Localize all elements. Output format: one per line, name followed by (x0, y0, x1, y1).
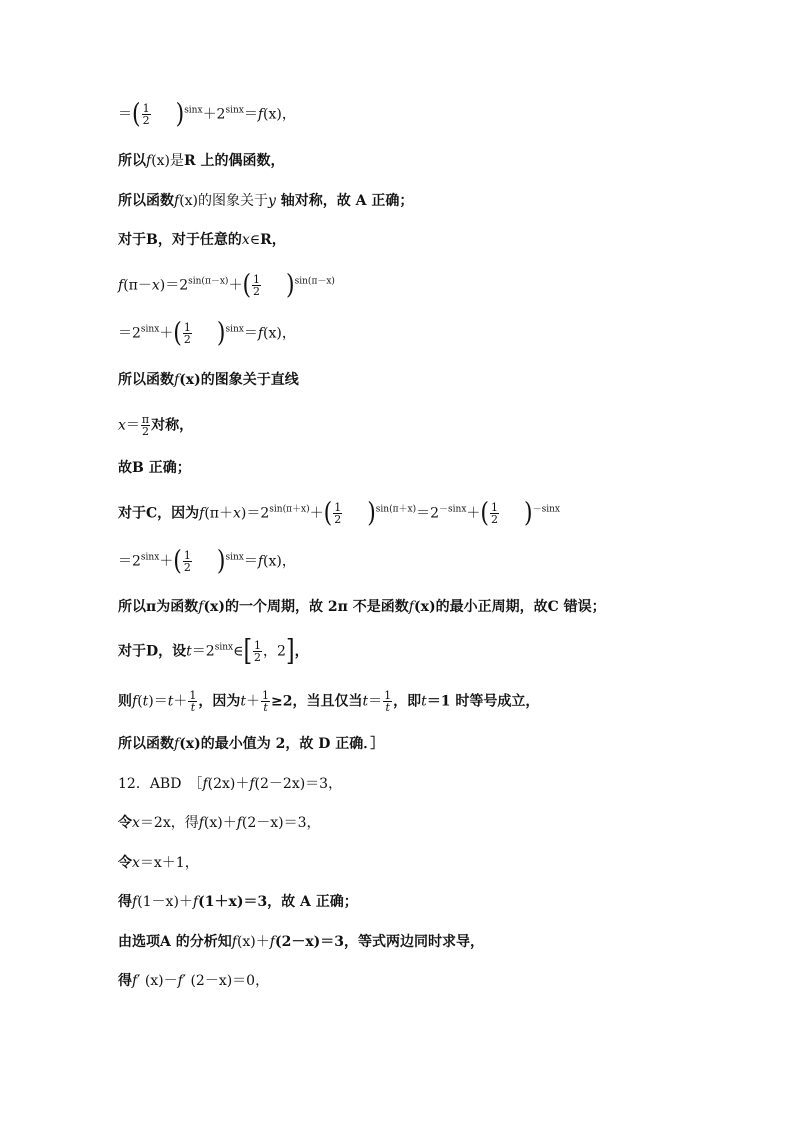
text-line-7 (118, 370, 299, 390)
fraction-den: 2 (253, 285, 261, 298)
text: ，即 (393, 693, 422, 710)
text: ，2 (263, 643, 286, 660)
fraction-1-over-t (261, 690, 270, 713)
text: (x)＋ (203, 815, 237, 831)
text: ′ (2－x)＝0， (182, 973, 270, 989)
text: ＝2x，得 (139, 815, 199, 831)
fraction-den: 2 (254, 651, 262, 664)
text: ， (271, 232, 286, 248)
fraction-pi-over-2 (141, 414, 150, 437)
text: 故B 正确； (118, 460, 191, 476)
func-f: f (249, 776, 255, 792)
exponent: －sinx (439, 504, 467, 515)
var-y: y (268, 193, 276, 209)
text: 则 (118, 693, 132, 710)
func-f: f (132, 894, 138, 910)
text-line-2 (118, 151, 285, 171)
func-f: f (257, 553, 264, 570)
text: ＋2 (202, 106, 226, 123)
text: ＝ (368, 693, 383, 710)
text: 所以函数 (118, 372, 174, 388)
eq-line-14 (118, 689, 540, 714)
text: ＝ (125, 417, 140, 434)
func-f: f (408, 599, 414, 615)
fraction-den: 2 (491, 513, 498, 526)
text: (2－x)＝3，等式两边同时求导， (274, 934, 485, 950)
func-f: f (199, 505, 205, 522)
text: ＋ (246, 693, 261, 710)
text: )＝2 (159, 277, 189, 294)
text-line-17 (118, 813, 321, 833)
var-x: x (233, 505, 241, 522)
text: ＝2 (118, 325, 141, 342)
right-paren: ) (216, 317, 226, 349)
text: ＝ (243, 106, 258, 123)
fraction-half (142, 103, 151, 126)
func-f: f (257, 325, 264, 342)
exponent: sinx (184, 105, 203, 116)
text: 所以函数 (118, 193, 174, 209)
text-line-4 (118, 230, 286, 250)
text: (2x)＋ (207, 776, 250, 792)
left-paren: ( (173, 317, 182, 349)
fraction-num: 1 (334, 501, 342, 514)
var-x: x (118, 417, 126, 434)
text: (x)， (263, 553, 296, 570)
text: 对于C，因为 (118, 505, 200, 522)
fraction-num: 1 (262, 689, 270, 702)
text: (x)的最小值为 2，故 D 正确．］ (179, 736, 385, 752)
var-x: x (132, 815, 140, 831)
fraction-den: 2 (142, 425, 150, 438)
eq-line-10 (118, 497, 560, 529)
text: (x)的最小正周期，故C 错误； (413, 599, 606, 615)
text: 令 (118, 815, 132, 831)
var-t: t (186, 643, 192, 660)
fraction-half (183, 322, 192, 345)
func-f: f (198, 599, 204, 615)
text: (x)是 (151, 153, 185, 169)
exponent: sin(π＋x) (375, 504, 417, 515)
eq-line-6 (118, 317, 296, 349)
text-line-3 (118, 191, 413, 211)
func-f: f (192, 894, 199, 910)
func-f: f (257, 106, 264, 123)
eq-line-5 (118, 269, 335, 301)
text-line-8 (118, 413, 194, 438)
set-R: R (184, 153, 196, 169)
eq-line-11 (118, 545, 296, 577)
text-line-20 (118, 932, 484, 952)
text-line-15 (118, 734, 384, 754)
text: 所以函数 (118, 736, 174, 752)
text-line-12 (118, 597, 606, 617)
func-f: f (236, 815, 242, 831)
fraction-half (490, 502, 499, 525)
exponent: sinx (225, 105, 244, 116)
fraction-num: 1 (384, 689, 392, 702)
fraction-num: 1 (189, 689, 197, 702)
fraction-half (253, 640, 262, 663)
text: 对于D，设 (118, 643, 187, 660)
left-paren: ( (480, 497, 489, 529)
text: ＝ (243, 553, 258, 570)
text: (x)的图象关于 (179, 193, 269, 209)
text: ＋ (159, 553, 174, 570)
text: )＝2 (240, 505, 270, 522)
text: ＋ (309, 505, 324, 522)
text: ＝2 (118, 553, 141, 570)
right-paren: ) (286, 269, 295, 301)
text: ＝1 时等号成立， (426, 693, 540, 710)
fraction-den: 2 (334, 513, 342, 526)
exponent: sinx (225, 552, 244, 563)
var-t: t (362, 693, 369, 710)
exponent: sinx (214, 642, 234, 653)
text: 对于B，对于任意的 (118, 232, 242, 248)
fraction-half (333, 502, 342, 525)
exponent: sinx (225, 324, 244, 335)
func-f: f (231, 934, 237, 950)
text-line-9 (118, 458, 191, 478)
text: ＋ (159, 325, 174, 342)
func-f: f (177, 973, 183, 989)
right-bracket: ] (285, 634, 295, 668)
func-f: f (132, 693, 138, 710)
text: 对称， (151, 417, 194, 434)
text: ＋ (173, 693, 188, 710)
text: ′ (x)－ (137, 973, 178, 989)
text: (π＋ (204, 505, 234, 522)
fraction-num: 1 (142, 102, 150, 115)
var-x: x (241, 232, 250, 248)
eq-line-1 (118, 98, 296, 130)
func-f: f (202, 776, 208, 792)
var-x: x (132, 855, 140, 871)
fraction-num: 1 (183, 321, 191, 334)
text: 轴对称，故 A 正确； (275, 193, 414, 209)
text: ∈ (233, 643, 244, 660)
text: (x)＋ (236, 934, 270, 950)
text: 上的偶函数， (195, 153, 285, 169)
fraction-den: 2 (183, 333, 191, 346)
func-f: f (269, 934, 275, 950)
func-f: f (174, 193, 180, 209)
text: ＝ (118, 106, 132, 123)
left-paren: ( (132, 98, 141, 130)
text: 令 (118, 855, 132, 871)
fraction-1-over-t (383, 690, 392, 713)
func-f: f (132, 973, 138, 989)
text: ∈ (249, 232, 261, 248)
exponent: sin(π－x) (294, 276, 335, 287)
fraction-half (252, 274, 261, 297)
text: ＝ (243, 325, 258, 342)
func-f: f (174, 736, 180, 752)
var-t: t (167, 693, 174, 710)
text: ＝x＋1， (139, 855, 199, 871)
text-line-21 (118, 971, 269, 991)
var-t: t (142, 693, 149, 710)
exponent: sinx (140, 324, 160, 335)
right-paren: ) (524, 497, 533, 529)
text: (π－ (123, 277, 152, 294)
exponent: sin(π＋x) (269, 504, 310, 515)
text: ≥2，当且仅当 (271, 693, 363, 710)
fraction-num: π (141, 413, 150, 426)
fraction-den: 2 (142, 114, 150, 127)
text: ＋ (228, 277, 243, 294)
func-f: f (118, 277, 124, 294)
left-bracket: [ (243, 634, 253, 668)
text: (x)， (263, 325, 296, 342)
right-paren: ) (175, 98, 185, 130)
text: )＝ (148, 693, 168, 710)
var-x: x (151, 277, 160, 294)
fraction-den: 2 (183, 561, 191, 574)
fraction-num: 1 (491, 501, 498, 514)
fraction-num: 1 (254, 639, 262, 652)
text: 所以 (118, 153, 146, 169)
fraction-num: 1 (183, 549, 191, 562)
text: 所以π为函数 (118, 599, 199, 615)
exponent: sin(π－x) (188, 276, 229, 287)
text: (x)， (263, 106, 296, 123)
text: (1－x)＋ (137, 894, 193, 910)
var-t: t (421, 693, 427, 710)
left-paren: ( (173, 545, 182, 577)
exponent: sinx (140, 552, 160, 563)
exponent: －sinx (532, 504, 560, 515)
text: (2－2x)＝3， (254, 776, 343, 792)
text: 由选项A 的分析知 (118, 934, 232, 950)
fraction-den: t (385, 701, 390, 714)
right-paren: ) (216, 545, 226, 577)
fraction-half (183, 550, 192, 573)
text: 得 (118, 894, 132, 910)
text: 12．ABD ［ (118, 776, 203, 792)
fraction-num: 1 (253, 273, 261, 286)
text: ＋ (466, 505, 481, 522)
fraction-den: t (263, 701, 268, 714)
text: (2－x)＝3， (241, 815, 321, 831)
var-t: t (240, 693, 247, 710)
left-paren: ( (242, 269, 252, 301)
text: ＝2 (416, 505, 440, 522)
func-f: f (174, 372, 180, 388)
text-line-16 (118, 774, 342, 794)
set-R: R (260, 232, 272, 248)
eq-line-13: 对于D，设$t=2^{sinx}\in$[ $\frac{1}{2}$ ，2]， (118, 634, 309, 668)
func-f: f (146, 153, 152, 169)
text: (x)的一个周期，故 2π 不是函数 (203, 599, 409, 615)
text-line-18 (118, 853, 199, 873)
text: ，因为 (198, 693, 241, 710)
text: (x)的图象关于直线 (179, 372, 299, 388)
func-f: f (198, 815, 204, 831)
fraction-den: t (190, 701, 196, 714)
text-line-19 (118, 892, 358, 912)
text: 得 (118, 973, 132, 989)
text: (1＋x)＝3，故 A 正确； (198, 894, 358, 910)
text: ( (137, 693, 143, 710)
text: ＝2 (191, 643, 215, 660)
fraction-1-over-t (188, 690, 197, 713)
left-paren: ( (323, 497, 333, 529)
right-paren: ) (367, 497, 376, 529)
